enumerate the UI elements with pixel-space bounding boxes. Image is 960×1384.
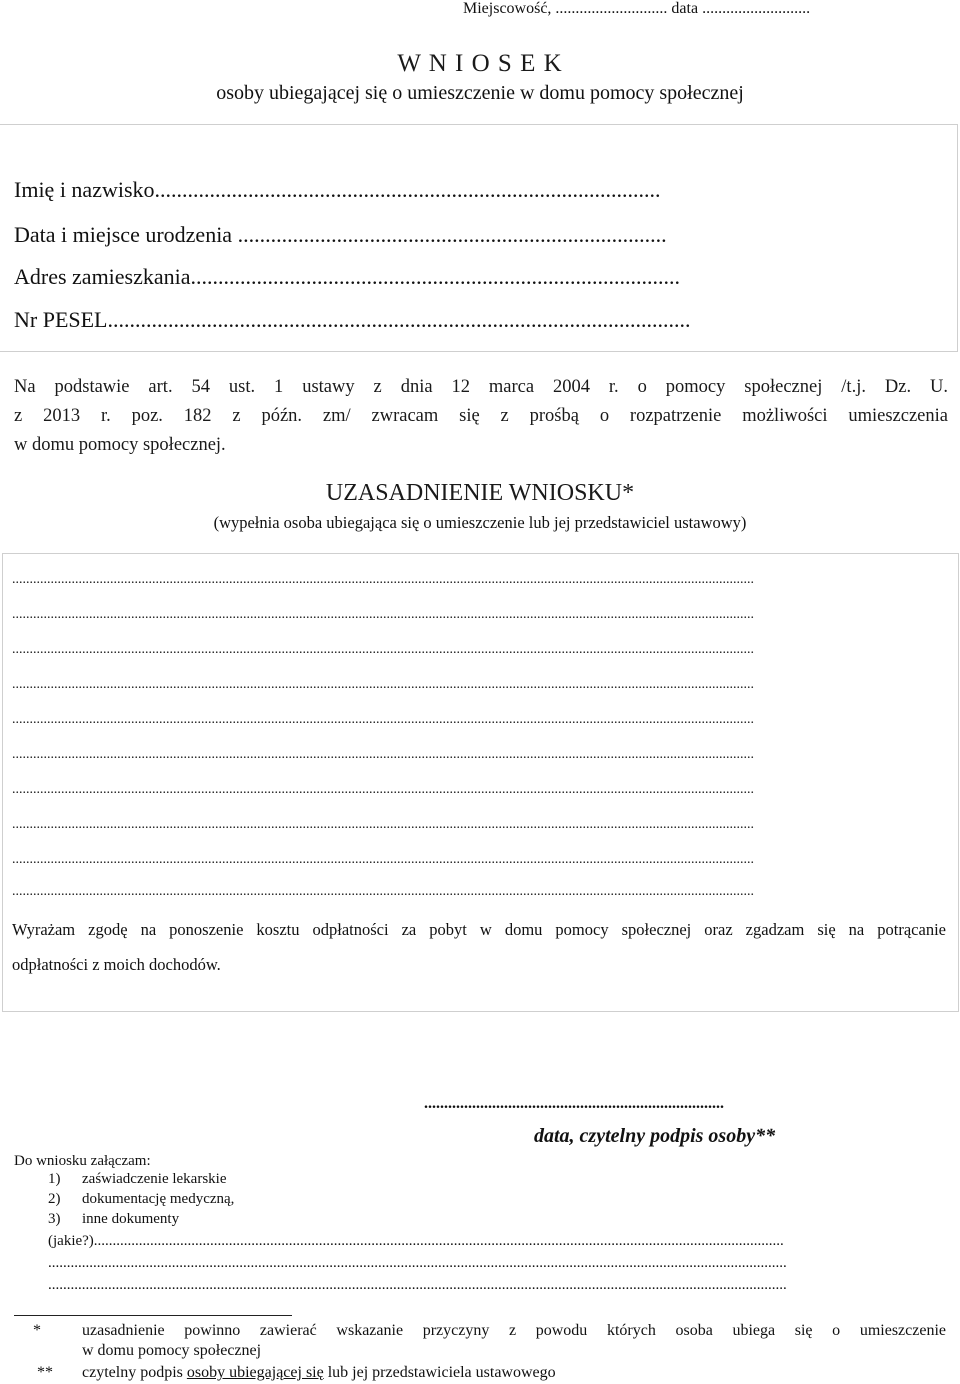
justification-line[interactable]: .................................................................................................................................................................................................................... — [12, 884, 754, 899]
signature-label: data, czytelny podpis osoby** — [534, 1125, 776, 1147]
footnote-1-line-2: w domu pomocy społecznej — [82, 1342, 262, 1359]
attachment-number: 3) — [48, 1211, 61, 1227]
other-documents-line-2[interactable]: ..................................................................................................................................................................................................... — [48, 1255, 787, 1271]
footnote-2-text — [82, 1364, 556, 1382]
footnote-1-line-1: uzasadnienie powinno zawierać wskazanie przyczyny z powodu których osoba ubiega się o umieszczenie — [82, 1322, 946, 1339]
attachment-number: 2) — [48, 1191, 61, 1207]
other-documents-line-3[interactable]: ..................................................................................................................................................................................................... — [48, 1277, 787, 1293]
footnote-2-post: lub jej przedstawiciela ustawowego — [323, 1364, 556, 1381]
attachment-item — [48, 1211, 179, 1228]
footnote-2-mark: ** — [37, 1364, 53, 1381]
other-documents-line[interactable]: (jakie?)........................................................................................................................................................................................ — [48, 1233, 784, 1249]
justification-line[interactable]: .................................................................................................................................................................................................................... — [12, 712, 754, 727]
attachments-title: Do wniosku załączam: — [14, 1153, 151, 1169]
justification-note: (wypełnia osoba ubiegająca się o umieszczenie lub jej przedstawiciel ustawowy) — [213, 513, 747, 532]
legal-basis-paragraph — [14, 373, 948, 460]
footnote-1-mark: * — [33, 1322, 41, 1339]
address-field[interactable]: Adres zamieszkania......................................................................................... — [14, 264, 681, 289]
justification-line[interactable]: .................................................................................................................................................................................................................... — [12, 747, 754, 762]
attachment-number: 1) — [48, 1171, 61, 1187]
footnote-2-pre: czytelny podpis — [82, 1364, 187, 1381]
attachment-text: dokumentację medyczną, — [82, 1191, 235, 1207]
legal-basis-line-3: w domu pomocy społecznej. — [14, 435, 226, 455]
attachment-item — [48, 1171, 227, 1188]
justification-line[interactable]: .................................................................................................................................................................................................................... — [12, 607, 754, 622]
footnote-separator — [14, 1315, 292, 1316]
signature-line[interactable]: ........................................................................... — [424, 1095, 724, 1112]
consent-line-1: Wyrażam zgodę na ponoszenie kosztu odpłatności za pobyt w domu pomocy społecznej oraz zgadzam się na potrącanie — [12, 920, 946, 939]
footnote-2-underlined: osoby ubiegającej się — [186, 1364, 324, 1381]
name-field[interactable]: Imię i nazwisko............................................................................................ — [14, 177, 661, 202]
legal-basis-line-1: Na podstawie art. 54 ust. 1 ustawy z dnia 12 marca 2004 r. o pomocy społecznej /t.j. Dz. U. — [14, 377, 948, 397]
document-subtitle: osoby ubiegającej się o umieszczenie w domu pomocy społecznej — [216, 82, 744, 104]
place-date-line: Miejscowość, ............................ data ........................... — [463, 0, 811, 17]
justification-line[interactable]: .................................................................................................................................................................................................................... — [12, 852, 754, 867]
justification-line[interactable]: .................................................................................................................................................................................................................... — [12, 572, 754, 587]
consent-line-2: odpłatności z moich dochodów. — [12, 955, 221, 974]
attachment-item — [48, 1191, 234, 1208]
consent-statement — [12, 912, 946, 982]
justification-line[interactable]: .................................................................................................................................................................................................................... — [12, 782, 754, 797]
attachment-text: inne dokumenty — [82, 1211, 180, 1227]
justification-line[interactable]: .................................................................................................................................................................................................................... — [12, 817, 754, 832]
justification-line[interactable]: .................................................................................................................................................................................................................... — [12, 642, 754, 657]
legal-basis-line-2: z 2013 r. poz. 182 z późn. zm/ zwracam się z prośbą o rozpatrzenie możliwości umieszczenia — [14, 406, 948, 426]
justification-title: UZASADNIENIE WNIOSKU* — [325, 480, 635, 506]
justification-line[interactable]: .................................................................................................................................................................................................................... — [12, 677, 754, 692]
document-title: W N I O S E K — [397, 50, 563, 77]
attachment-text: zaświadczenie lekarskie — [82, 1171, 227, 1187]
pesel-field[interactable]: Nr PESEL.......................................................................................................... — [14, 307, 691, 332]
birth-field[interactable]: Data i miejsce urodzenia .............................................................................. — [14, 222, 667, 247]
